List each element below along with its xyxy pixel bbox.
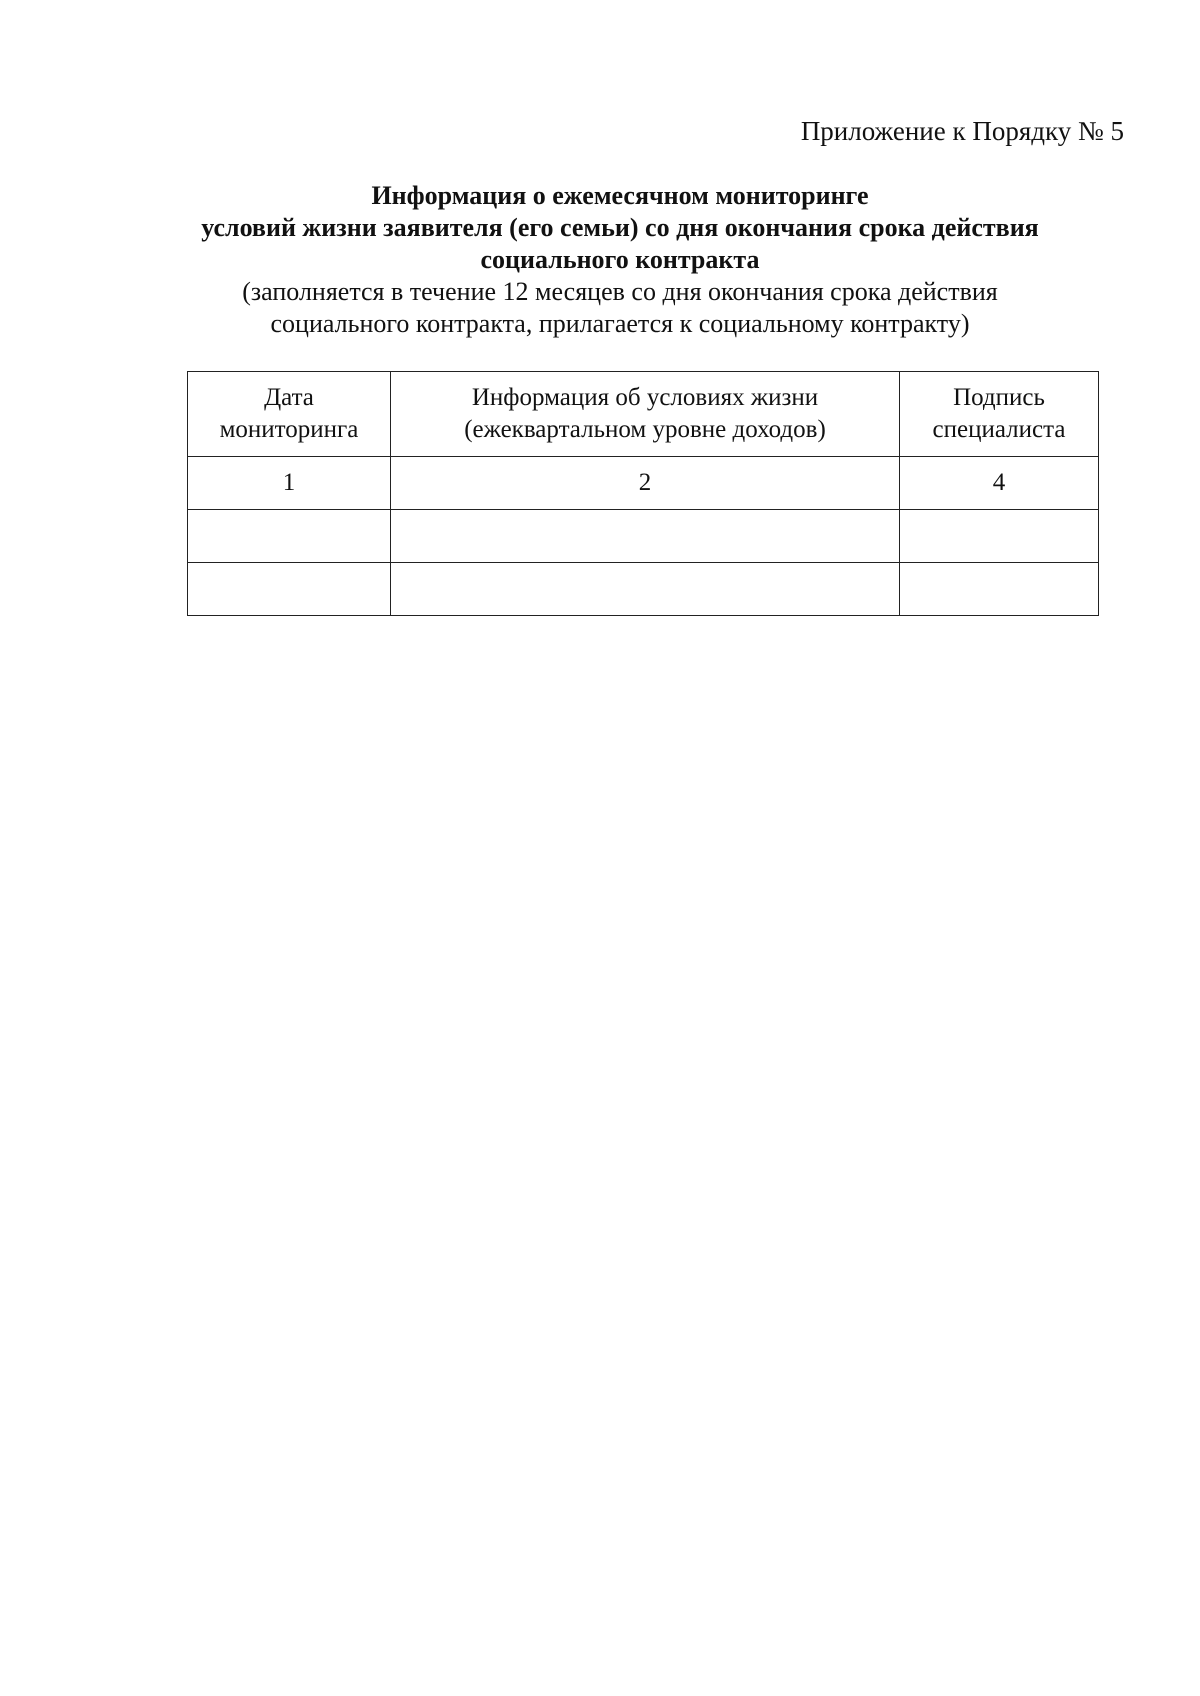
title-line-3: социального контракта (480, 245, 760, 274)
column-number-row (188, 457, 1099, 510)
header-info-line-1: Информация об условиях жизни (471, 384, 819, 411)
header-signature-line-1: Подпись (953, 384, 1045, 411)
header-date (188, 372, 391, 457)
table-header-row (188, 372, 1099, 457)
column-number: 2 (391, 457, 900, 510)
header-signature-line-2: специалиста (932, 416, 1066, 443)
table-row (188, 510, 1099, 563)
header-info-line-2: (ежеквартальном уровне доходов) (464, 416, 826, 443)
table-row (188, 563, 1099, 616)
column-number: 4 (900, 457, 1099, 510)
table-cell[interactable] (391, 563, 900, 616)
column-number: 1 (188, 457, 391, 510)
header-date-line-2: мониторинга (219, 416, 359, 443)
table-cell[interactable] (900, 563, 1099, 616)
title-line-1: Информация о ежемесячном мониторинге (371, 181, 869, 210)
title-note-2: социального контракта, прилагается к социальному контракту) (270, 309, 970, 338)
document-heading (180, 180, 1060, 340)
table-cell[interactable] (900, 510, 1099, 563)
header-date-line-1: Дата (264, 384, 314, 411)
table-cell[interactable] (391, 510, 900, 563)
title-note-1: (заполняется в течение 12 месяцев со дня окончания срока действия (242, 277, 998, 306)
title-line-2: условий жизни заявителя (его семьи) со дня окончания срока действия (201, 213, 1039, 242)
table-cell[interactable] (188, 563, 391, 616)
table-cell[interactable] (188, 510, 391, 563)
header-living-conditions (391, 372, 900, 457)
header-signature (900, 372, 1099, 457)
appendix-label: Приложение к Порядку № 5 (800, 116, 1124, 146)
monitoring-table (187, 371, 1099, 616)
